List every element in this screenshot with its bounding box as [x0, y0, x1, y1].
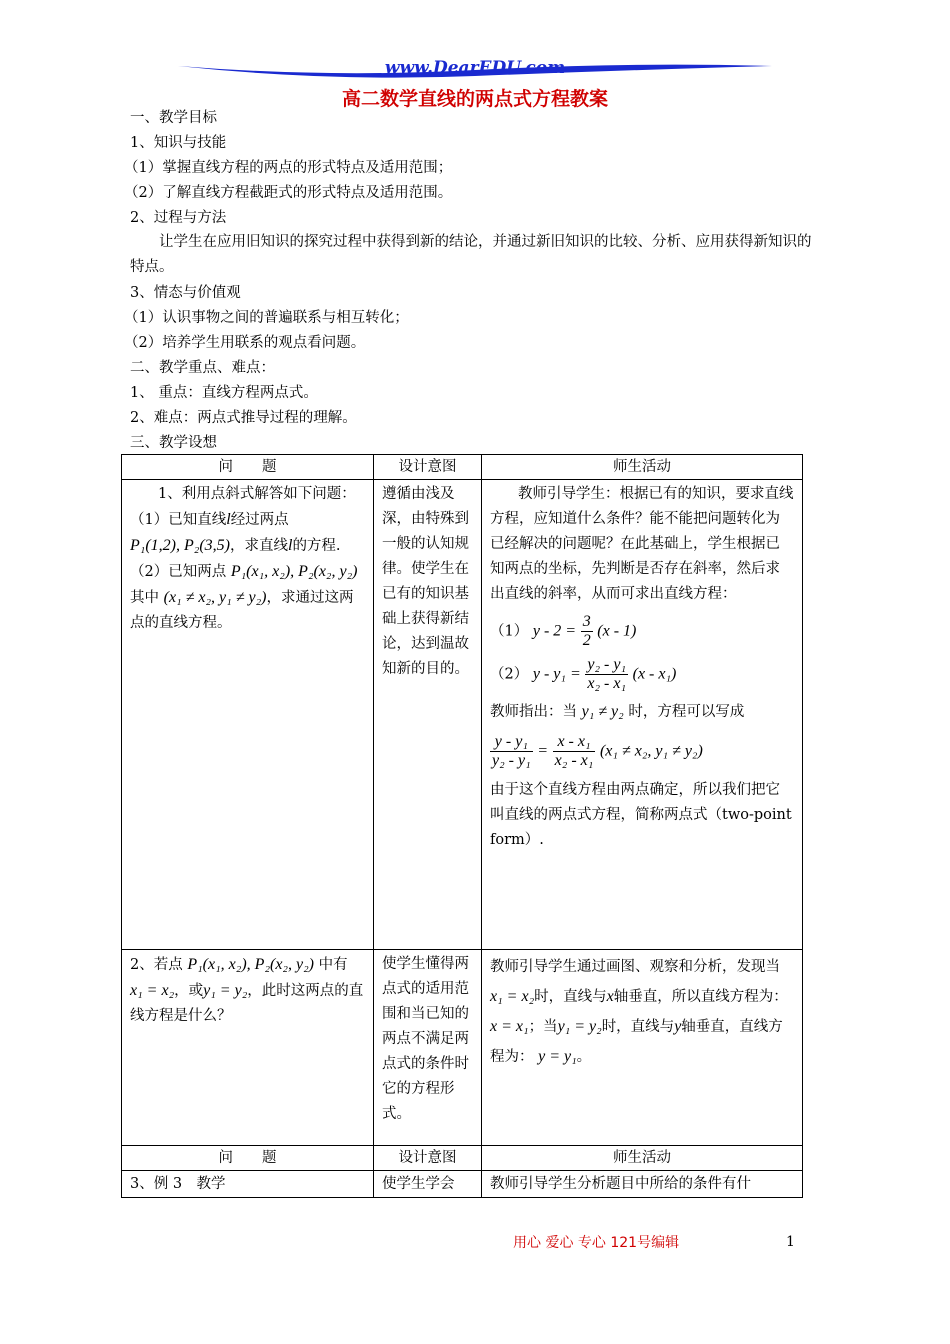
table-row — [122, 1171, 803, 1198]
section-heading: 二、教学重点、难点： — [130, 360, 275, 376]
list-item: （2）了解直线方程截距式的形式特点及适用范围。 — [124, 185, 453, 201]
question-cell: 3、例 3 教学 — [122, 1171, 374, 1198]
math-condition: (x₁ ≠ x₂, y₁ ≠ y₂) — [163, 589, 267, 606]
section-heading: 三、教学设想 — [130, 435, 217, 451]
paragraph: 让学生在应用旧知识的探究过程中获得到新的结论，并通过新旧知识的比较、分析、应用获得新知识的特点。 — [130, 234, 812, 275]
question-text: （2）已知两点 P₁(x₁, x₂), P₂(x₂, y₂)其中 (x₁ ≠ x₂, y₁ ≠ y₂)，求通过这两点的直线方程。 — [130, 563, 358, 631]
lesson-table — [121, 454, 803, 1198]
page-title: 高二数学直线的两点式方程教案 — [341, 88, 608, 110]
subsection-heading: 3、情态与价值观 — [130, 285, 241, 301]
intent-cell: 使学生学会 — [374, 1171, 482, 1198]
table-row — [122, 480, 803, 950]
intent-cell: 使学生懂得两点式的适用范围和当已知的两点不满足两点式的条件时它的方程形式。 — [374, 950, 482, 1146]
activity-cell: 教师引导学生分析题目中所给的条件有什 — [482, 1171, 803, 1198]
equation-two-point: $\frac{\text{y - y₁}}{\text{y₂ - y₁}}$ = $\frac{\text{x - x₁}}{\text{x₂ - x₁}}$ (x₁ ≠ x₂, y₁ ≠ y₂) — [492, 733, 703, 769]
question-cell — [122, 480, 374, 950]
intent-cell: 遵循由浅及深，由特殊到一般的认知规律。使学生在已有的知识基础上获得新结论，达到温故知新的目的。 — [374, 480, 482, 950]
activity-text: 由于这个直线方程由两点确定，所以我们把它叫直线的两点式方程，简称两点式（two-point form）. — [490, 782, 792, 848]
math-points: P₁(x₁, x₂), P₂(x₂, y₂) — [230, 563, 358, 580]
header-cell: 设计意图 — [374, 1146, 482, 1171]
header-cell: 问 题 — [122, 455, 374, 480]
table-row — [122, 950, 803, 1146]
list-item: 1、 重点：直线方程两点式。 — [130, 385, 318, 401]
activity-text: 教师指出：当 y₁ ≠ y₂ 时，方程可以写成 — [490, 703, 745, 720]
equation-1: （1） y - 2 = $\frac{3}{2}$ (x - 1) — [490, 613, 637, 649]
activity-cell — [482, 480, 803, 950]
page-number: 1 — [786, 1234, 795, 1250]
list-item: （2）培养学生用联系的观点看问题。 — [124, 335, 366, 351]
list-item: （1）掌握直线方程的两点的形式特点及适用范围； — [124, 160, 453, 176]
header-cell: 师生活动 — [482, 455, 803, 480]
section-heading: 一、教学目标 — [130, 110, 217, 126]
subsection-heading: 2、过程与方法 — [130, 210, 227, 226]
header-cell: 设计意图 — [374, 455, 482, 480]
table-header-row — [122, 455, 803, 480]
question-cell: 2、若点 P₁(x₁, x₂), P₂(x₂, y₂) 中有 x₁ = x₂，或y₁ = y₂，此时这两点的直线方程是什么？ — [122, 950, 374, 1146]
site-url: www.DearEDU.com — [384, 58, 566, 78]
footer-text: 用心 爱心 专心 121号编辑 — [513, 1235, 680, 1251]
table-header-row — [122, 1146, 803, 1171]
site-banner — [178, 56, 772, 82]
equation-2: （2） y - y₁ = $\frac{\text{y₂ - y₁}}{\text{x₂ - x₁}}$ (x - x₁) — [490, 656, 677, 692]
header-cell: 师生活动 — [482, 1146, 803, 1171]
math-points: P₁(1,2), P₂(3,5) — [130, 537, 230, 554]
question-intro: 1、利用点斜式解答如下问题： — [158, 486, 356, 502]
activity-cell: 教师引导学生通过画图、观察和分析，发现当x₁ = x₂时，直线与x轴垂直，所以直线方程为： x = x₁；当y₁ = y₂时，直线与y轴垂直，直线方程为： y = y₁。 — [482, 950, 803, 1146]
question-text: （1）已知直线l经过两点 P₁(1,2), P₂(3,5)，求直线l的方程. — [130, 511, 341, 554]
header-cell: 问 题 — [122, 1146, 374, 1171]
activity-text: 教师引导学生：根据已有的知识，要求直线方程，应知道什么条件？能不能把问题转化为已经解决的问题呢？在此基础上，学生根据已知两点的坐标，先判断是否存在斜率，然后求出直线的斜率，从而可求出直线方程： — [490, 486, 794, 602]
list-item: （1）认识事物之间的普遍联系与相互转化； — [124, 310, 409, 326]
list-item: 2、难点：两点式推导过程的理解。 — [130, 410, 357, 426]
subsection-heading: 1、知识与技能 — [130, 135, 227, 151]
